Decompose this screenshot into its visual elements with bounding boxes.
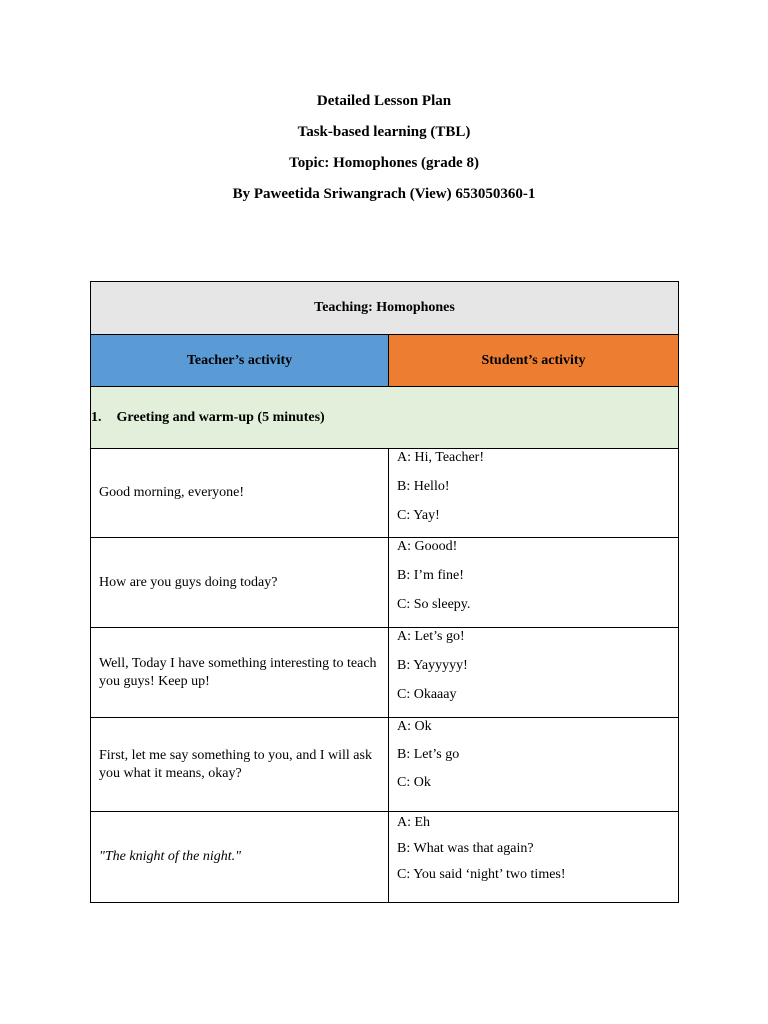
student-response: B: What was that again? bbox=[397, 841, 534, 856]
teacher-activity: Well, Today I have something interesting to teach you guys! Keep up! bbox=[91, 628, 389, 718]
table-title: Teaching: Homophones bbox=[91, 282, 679, 335]
teacher-activity-header: Teacher’s activity bbox=[91, 335, 389, 387]
student-response: C: Yay! bbox=[397, 508, 440, 523]
student-activity bbox=[389, 812, 679, 903]
student-response: C: You said ‘night’ two times! bbox=[397, 867, 566, 882]
column-header-row bbox=[91, 335, 679, 387]
student-response: A: Goood! bbox=[397, 539, 458, 554]
section-row bbox=[91, 387, 679, 449]
teacher-activity: Good morning, everyone! bbox=[91, 449, 389, 538]
student-activity bbox=[389, 628, 679, 718]
student-activity bbox=[389, 718, 679, 812]
table-title-row bbox=[91, 282, 679, 335]
student-response: A: Ok bbox=[397, 719, 432, 734]
student-response: C: So sleepy. bbox=[397, 597, 471, 612]
table-row bbox=[91, 628, 679, 718]
doc-topic: Topic: Homophones (grade 8) bbox=[289, 155, 479, 171]
section-number: 1. bbox=[91, 409, 102, 425]
table-row bbox=[91, 812, 679, 903]
teacher-activity: First, let me say something to you, and I will ask you what it means, okay? bbox=[91, 718, 389, 812]
section-label: Greeting and warm-up (5 minutes) bbox=[116, 409, 325, 425]
teacher-activity: "The knight of the night." bbox=[91, 812, 389, 903]
student-response: B: Yayyyyy! bbox=[397, 658, 468, 673]
table-row bbox=[91, 538, 679, 628]
student-activity bbox=[389, 538, 679, 628]
student-activity-header: Student’s activity bbox=[389, 335, 679, 387]
student-response: A: Hi, Teacher! bbox=[397, 450, 485, 465]
teacher-activity: How are you guys doing today? bbox=[91, 538, 389, 628]
doc-method: Task-based learning (TBL) bbox=[297, 124, 471, 140]
lesson-plan-table bbox=[90, 281, 679, 903]
student-activity bbox=[389, 449, 679, 538]
student-response: C: Ok bbox=[397, 775, 431, 790]
table-row bbox=[91, 449, 679, 538]
student-response: A: Eh bbox=[397, 815, 431, 830]
doc-title: Detailed Lesson Plan bbox=[316, 93, 452, 109]
section-heading bbox=[91, 387, 679, 449]
student-response: C: Okaaay bbox=[397, 687, 457, 702]
student-response: B: Let’s go bbox=[397, 747, 460, 762]
student-response: B: Hello! bbox=[397, 479, 450, 494]
student-response: B: I’m fine! bbox=[397, 568, 464, 583]
table-row bbox=[91, 718, 679, 812]
student-response: A: Let’s go! bbox=[397, 629, 465, 644]
doc-author: By Paweetida Sriwangrach (View) 653050360-1 bbox=[232, 186, 536, 202]
